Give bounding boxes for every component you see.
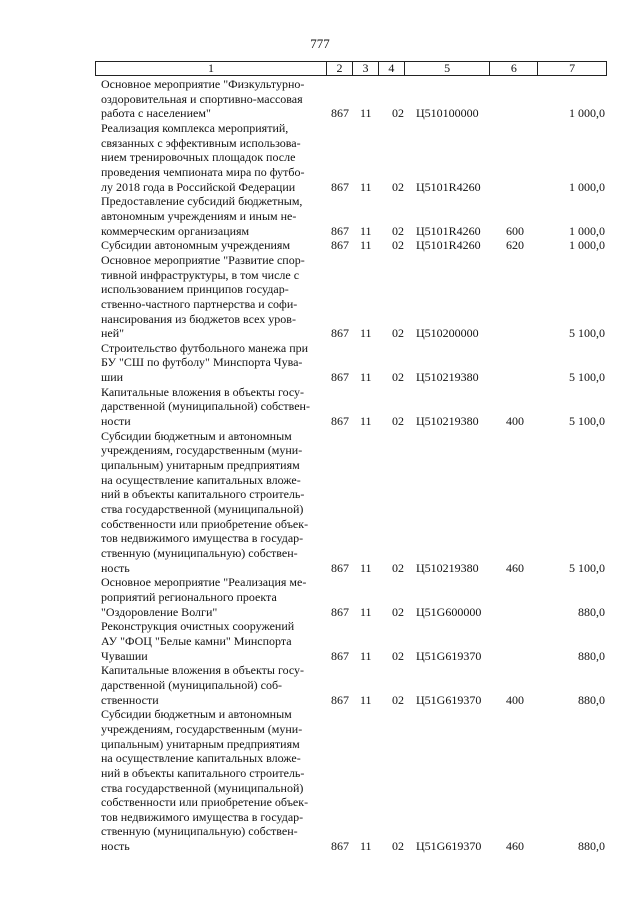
description-line: автономным учреждениям и иным не- — [101, 208, 297, 223]
section-code: 11 — [360, 106, 372, 121]
target-article-code: Ц51G619370 — [416, 692, 482, 707]
target-article-code: Ц51G600000 — [416, 604, 482, 619]
subsection-code: 02 — [392, 326, 404, 341]
target-article-code: Ц5101R4260 — [416, 238, 481, 253]
description-line: на осуществление капитальных вложе- — [101, 472, 301, 487]
expense-type-code: 400 — [506, 414, 524, 429]
target-article-code: Ц510219380 — [416, 560, 479, 575]
description-line: шии — [101, 370, 124, 385]
description-line: ственную (муниципальную) собствен- — [101, 546, 298, 560]
section-code: 11 — [360, 238, 372, 253]
description-line: "Оздоровление Волги" — [101, 604, 218, 619]
table-row — [101, 341, 605, 385]
description-line: Реконструкция очистных сооружений — [101, 619, 295, 634]
description-line: ства государственной (муниципальной) — [101, 502, 304, 517]
amount: 1 000,0 — [569, 223, 605, 238]
table-header — [95, 61, 607, 76]
subsection-code: 02 — [392, 692, 404, 707]
subsection-code: 02 — [392, 839, 404, 854]
description-line: ней" — [101, 326, 125, 341]
table-row — [101, 77, 605, 121]
description-line: тивной инфраструктуры, в том числе с — [101, 267, 300, 282]
admin-code: 867 — [331, 648, 349, 663]
section-code: 11 — [360, 326, 372, 341]
row-values — [101, 106, 605, 121]
section-code: 11 — [360, 648, 372, 663]
description-line: нансирования из бюджетов всех уров- — [101, 311, 296, 326]
row-values — [101, 224, 605, 239]
admin-code: 867 — [331, 179, 349, 194]
column-header-6: 6 — [489, 62, 537, 75]
table-row — [101, 253, 605, 341]
column-header-2: 2 — [326, 62, 352, 75]
admin-code: 867 — [331, 839, 349, 854]
subsection-code: 02 — [392, 223, 404, 238]
amount: 5 100,0 — [569, 414, 605, 429]
description-line: Основное мероприятие "Физкультурно- — [101, 77, 305, 91]
table-row — [101, 663, 605, 707]
amount: 1 000,0 — [569, 179, 605, 194]
description-line: Предоставление субсидий бюджетным, — [101, 194, 303, 209]
section-code: 11 — [360, 370, 372, 385]
table-row — [101, 194, 605, 238]
description-line: Чувашии — [101, 648, 148, 663]
description-line: коммерческим организациям — [101, 223, 250, 238]
table-row — [101, 707, 605, 854]
amount: 880,0 — [578, 648, 605, 663]
row-description — [101, 707, 320, 854]
description-line: Субсидии автономным учреждениям — [101, 238, 291, 253]
description-line: работа с населением" — [101, 106, 211, 121]
expense-type-code: 400 — [506, 692, 524, 707]
admin-code: 867 — [331, 223, 349, 238]
column-header-5: 5 — [404, 62, 490, 75]
target-article-code: Ц510200000 — [416, 326, 479, 341]
description-line: Капитальные вложения в объекты госу- — [101, 384, 305, 399]
row-description — [101, 429, 320, 576]
section-code: 11 — [360, 604, 372, 619]
column-header-4: 4 — [378, 62, 404, 75]
subsection-code: 02 — [392, 560, 404, 575]
description-line: ципальным) унитарным предприятиям — [101, 736, 300, 751]
description-line: лу 2018 года в Российской Федерации — [101, 179, 296, 194]
admin-code: 867 — [331, 326, 349, 341]
description-line: ственно-частного партнерства и софи- — [101, 296, 298, 311]
description-line: тов недвижимого имущества в государ- — [101, 531, 304, 546]
row-values — [101, 180, 605, 195]
subsection-code: 02 — [392, 238, 404, 253]
admin-code: 867 — [331, 560, 349, 575]
column-header-1: 1 — [208, 61, 215, 75]
admin-code: 867 — [331, 106, 349, 121]
section-code: 11 — [360, 692, 372, 707]
description-line: ность — [101, 839, 130, 854]
row-values — [101, 693, 605, 708]
description-line: дарственной (муниципальной) собствен- — [101, 399, 310, 414]
target-article-code: Ц5101R4260 — [416, 223, 481, 238]
description-line: собственности или приобретение объек- — [101, 516, 309, 531]
admin-code: 867 — [331, 692, 349, 707]
row-values — [101, 238, 605, 253]
expense-type-code: 460 — [506, 839, 524, 854]
section-code: 11 — [360, 839, 372, 854]
description-line: ний в объекты капитального строитель- — [101, 487, 305, 502]
table-row — [101, 121, 605, 194]
subsection-code: 02 — [392, 414, 404, 429]
admin-code: 867 — [331, 414, 349, 429]
page-number: 777 — [310, 36, 330, 51]
row-values — [101, 370, 605, 385]
column-header-3: 3 — [352, 62, 378, 75]
admin-code: 867 — [331, 238, 349, 253]
amount: 5 100,0 — [569, 370, 605, 385]
description-line: Капитальные вложения в объекты госу- — [101, 663, 305, 678]
description-line: тов недвижимого имущества в государ- — [101, 809, 304, 824]
amount: 880,0 — [578, 839, 605, 854]
row-values — [101, 649, 605, 664]
expense-type-code: 600 — [506, 223, 524, 238]
description-line: на осуществление капитальных вложе- — [101, 751, 301, 766]
target-article-code: Ц510100000 — [416, 106, 479, 121]
description-line: Реализация комплекса мероприятий, — [101, 120, 289, 135]
description-line: Субсидии бюджетным и автономным — [101, 428, 292, 443]
description-line: учреждениям, государственным (муни- — [101, 721, 303, 736]
section-code: 11 — [360, 414, 372, 429]
subsection-code: 02 — [392, 179, 404, 194]
row-values — [101, 839, 605, 854]
section-code: 11 — [360, 179, 372, 194]
description-line: роприятий регионального проекта — [101, 589, 277, 604]
table-row — [101, 385, 605, 429]
admin-code: 867 — [331, 604, 349, 619]
description-line: Основное мероприятие "Реализация ме- — [101, 575, 307, 590]
description-line: ственности — [101, 692, 159, 707]
target-article-code: Ц51G619370 — [416, 648, 482, 663]
description-line: проведения чемпионата мира по футбо- — [101, 164, 305, 179]
amount: 5 100,0 — [569, 326, 605, 341]
description-line: использованием принципов государ- — [101, 282, 289, 297]
description-line: Основное мероприятие "Развитие спор- — [101, 252, 305, 267]
amount: 880,0 — [578, 604, 605, 619]
table-row — [101, 238, 605, 253]
row-values — [101, 605, 605, 620]
row-values — [101, 326, 605, 341]
target-article-code: Ц5101R4260 — [416, 179, 481, 194]
description-line: ности — [101, 414, 131, 429]
column-header-7: 7 — [537, 62, 606, 75]
section-code: 11 — [360, 560, 372, 575]
description-line: нием тренировочных площадок после — [101, 150, 296, 165]
description-line: ства государственной (муниципальной) — [101, 780, 304, 795]
subsection-code: 02 — [392, 106, 404, 121]
amount: 1 000,0 — [569, 106, 605, 121]
table-row — [101, 619, 605, 663]
description-line: связанных с эффективным использова- — [101, 135, 301, 150]
subsection-code: 02 — [392, 370, 404, 385]
description-line: учреждениям, государственным (муни- — [101, 443, 303, 458]
amount: 1 000,0 — [569, 238, 605, 253]
description-line: ний в объекты капитального строитель- — [101, 765, 305, 780]
amount: 5 100,0 — [569, 560, 605, 575]
section-code: 11 — [360, 223, 372, 238]
description-line: ственную (муниципальную) собствен- — [101, 824, 298, 839]
expense-type-code: 620 — [506, 238, 524, 253]
target-article-code: Ц510219380 — [416, 414, 479, 429]
description-line: Субсидии бюджетным и автономным — [101, 707, 292, 722]
table-row — [101, 429, 605, 576]
description-line: собственности или приобретение объек- — [101, 795, 309, 810]
table-row — [101, 575, 605, 619]
expense-type-code: 460 — [506, 560, 524, 575]
description-line: дарственной (муниципальной) соб- — [101, 677, 283, 692]
description-line: ципальным) унитарным предприятиям — [101, 458, 300, 473]
admin-code: 867 — [331, 370, 349, 385]
target-article-code: Ц51G619370 — [416, 839, 482, 854]
amount: 880,0 — [578, 692, 605, 707]
row-values — [101, 561, 605, 576]
description-line: ность — [101, 560, 130, 575]
subsection-code: 02 — [392, 604, 404, 619]
subsection-code: 02 — [392, 648, 404, 663]
description-line: БУ "СШ по футболу" Минспорта Чува- — [101, 355, 303, 370]
table-body — [101, 77, 605, 854]
target-article-code: Ц510219380 — [416, 370, 479, 385]
row-values — [101, 414, 605, 429]
description-line: АУ "ФОЦ "Белые камни" Минспорта — [101, 633, 292, 648]
description-line: Строительство футбольного манежа при — [101, 340, 309, 355]
description-line: оздоровительная и спортивно-массовая — [101, 91, 303, 106]
